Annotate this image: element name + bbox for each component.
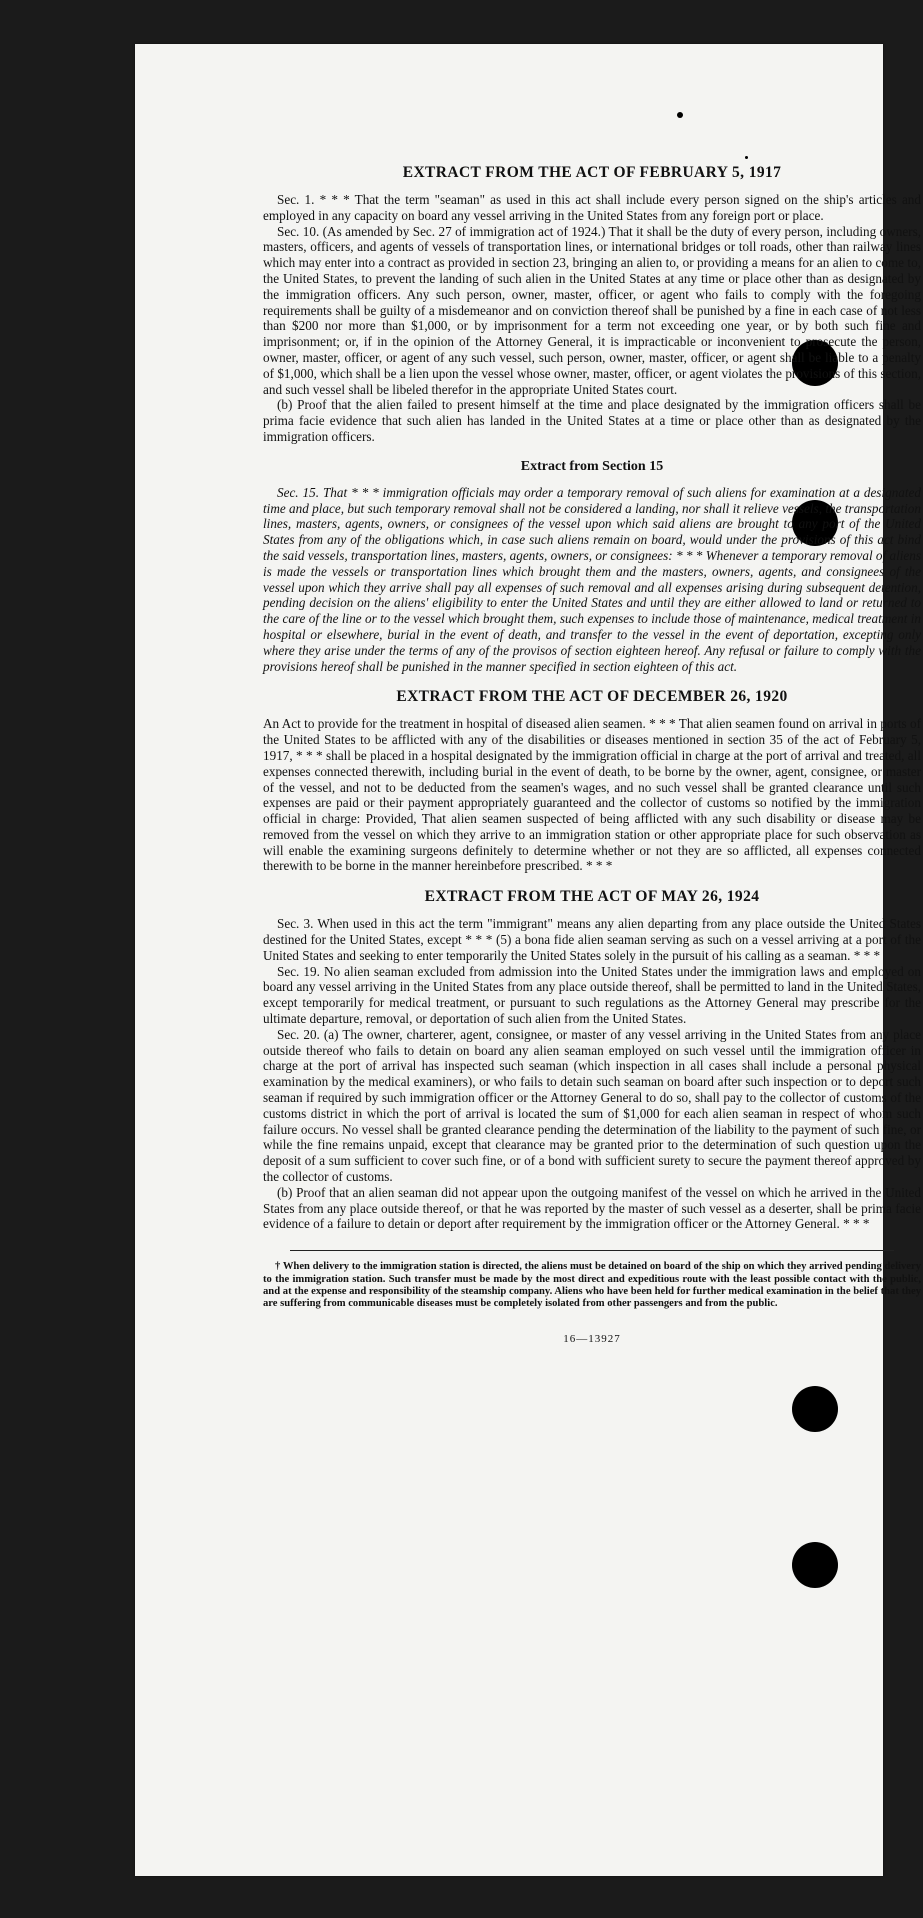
punch-hole — [792, 1386, 838, 1432]
section-act-1924 — [263, 888, 921, 1232]
document-page — [135, 44, 921, 1876]
section-heading: EXTRACT FROM THE ACT OF DECEMBER 26, 1920 — [396, 688, 788, 706]
speck-mark — [677, 112, 683, 118]
paragraph: (b) Proof that the alien failed to present himself at the time and place designated by the immigration officers shall be prima facie evidence that such alien has landed in the United States at a time or place other than as designated by the immigration officers. — [263, 397, 921, 444]
section-heading: EXTRACT FROM THE ACT OF MAY 26, 1924 — [424, 888, 760, 906]
section-heading: EXTRACT FROM THE ACT OF FEBRUARY 5, 1917 — [402, 164, 782, 181]
section-extract-15 — [263, 459, 921, 675]
paragraph: An Act to provide for the treatment in hospital of diseased alien seamen. * * * That alien seamen found on arrival in ports of the United States to be afflicted with any of the disabilities or diseases mentioned in section 35 of the act of February 5, 1917, * * * shall be placed in a hospital designated by the immigration official in charge at the port of arrival and treated, all expenses connected therewith, including burial in the event of death, to be borne by the owner, agent, consignee, or master of the vessel, and not to be deducted from the seamen's wages, and no such vessel shall be granted clearance until such expenses are paid or their payment appropriately guaranteed and the collector of customs so notified by the immigration official in charge: Provided, That alien seamen suspected of being afflicted with any such disability or disease may be removed from the vessel on which they arrive to an immigration station or other appropriate place for such observation as will enable the examining surgeons definitely to determine whether or not they are so afflicted, all expenses connected therewith to be borne in the manner hereinbefore prescribed. * * * — [263, 716, 921, 874]
form-number: 16—13927 — [563, 1332, 621, 1345]
section-heading: Extract from Section 15 — [520, 458, 664, 474]
paragraph: Sec. 3. When used in this act the term "immigrant" means any alien departing from any place outside the United States destined for the United States, except * * * (5) a bona fide alien seaman serving as such on a vessel arriving at a port of the United States and seeking to enter temporarily the United States solely in the pursuit of his calling as a seaman. * * * — [263, 916, 921, 963]
paragraph: Sec. 20. (a) The owner, charterer, agent, consignee, or master of any vessel arriving in the United States from any place outside thereof who fails to detain on board any alien seaman employed on such vessel until the immigration officer in charge at the port of arrival has inspected such seaman (which inspection in all cases shall include a personal physical examination by the medical examiners), or who fails to detain such seaman on board after such inspection or to deport such seaman if required by such immigration officer or the Attorney General to do so, shall pay to the collector of customs of the customs district in which the port of arrival is located the sum of $1,000 for each alien seaman in respect of whom such failure occurs. No vessel shall be granted clearance pending the determination of the liability to the payment of such fine, or while the fine remains unpaid, except that clearance may be granted prior to the determination of such question upon the deposit of a sum sufficient to cover such fine, or of a bond with sufficient surety to secure the payment thereof approved by the collector of customs. — [263, 1026, 921, 1185]
paragraph: (b) Proof that an alien seaman did not appear upon the outgoing manifest of the vessel on which he arrived in the United States from any place outside thereof, or that he was reported by the master of such vessel as a deserter, shall be prima facie evidence of a failure to detain or deport after requirement by the immigration officer or the Attorney General. * * * — [263, 1184, 921, 1232]
document-body — [263, 164, 921, 1345]
paragraph: Sec. 15. That * * * immigration officials may order a temporary removal of such aliens for examination at a designated time and place, but such temporary removal shall not be considered a landing, nor shall it relieve vessels, the transportation lines, masters, agents, owners, or consignees of the vessel upon which said aliens are brought to any port of the United States from any of the obligations which, in case such aliens remain on board, would under the provisions of this act bind the said vessels, transportation lines, masters, agents, owners, or consignees: * * * Whenever a temporary removal of aliens is made the vessels or transportation lines which brought them and the masters, owners, agents, and consignees of the vessel upon which they arrive shall pay all expenses of such removal and all expenses arising during subsequent detention, pending decision on the aliens' eligibility to enter the United States and until they are either allowed to land or returned to the care of the line or to the vessel which brought them, such expenses to include those of maintenance, medical treatment in hospital or elsewhere, burial in the event of death, and transfer to the vessel in the event of deportation, excepting only where they arise under the terms of any of the provisos of section eighteen hereof. Any refusal or failure to comply with the provisions hereof shall be punished in the manner specified in section eighteen of this act. — [263, 484, 921, 674]
paragraph: Sec. 10. (As amended by Sec. 27 of immigration act of 1924.) That it shall be the duty of every person, including owners, masters, officers, and agents of vessels of transportation lines, or international bridges or toll roads, other than railway lines which may enter into a contract as provided in section 23, bringing an alien to, or providing a means for an alien to come to, the United States, to prevent the landing of such alien in the United States at any time or place other than as designated by the immigration officers. Any such person, owner, master, officer, or agent who fails to comply with the foregoing requirements shall be guilty of a misdemeanor and on conviction thereof shall be punished by a fine in each case of not less than $200 nor more than $1,000, or by imprisonment for a term not exceeding one year, or by both such fine and imprisonment; or, if in the opinion of the Attorney General, it is impracticable or inconvenient to prosecute the person, owner, master, officer, or agent of any such vessel, such person, owner, master, officer, or agent shall be liable to a penalty of $1,000, which shall be a lien upon the vessel whose owner, master, officer, or agent violates the provisions of this section, and such vessel shall be libeled therefor in the appropriate United States court. — [263, 223, 921, 397]
section-act-1920 — [263, 688, 921, 874]
divider — [290, 1250, 894, 1251]
punch-hole — [792, 1542, 838, 1588]
section-act-1917 — [263, 164, 921, 445]
footnote: † When delivery to the immigration station is directed, the aliens must be detained on board of the ship on which they arrived pending delivery to the immigration station. Such transfer must be made by the most direct and expeditious route with the least possible contact with the public, and at the expense and responsibility of the steamship company. Aliens who have been held for further medical examination in the belief that they are suffering from communicable diseases must be completely isolated from other passengers and from the public. — [263, 1261, 921, 1310]
speck-mark — [745, 156, 748, 159]
paragraph: Sec. 1. * * * That the term "seaman" as used in this act shall include every person signed on the ship's articles and employed in any capacity on board any vessel arriving in the United States from any foreign port or place. — [263, 192, 921, 223]
paragraph: Sec. 19. No alien seaman excluded from admission into the United States under the immigration laws and employed on board any vessel arriving in the United States from any place outside thereof, shall be permitted to land in the United States, except temporarily for medical treatment, or pursuant to such regulations as the Attorney General may prescribe for the ultimate departure, removal, or deportation of such alien from the United States. — [263, 963, 921, 1027]
